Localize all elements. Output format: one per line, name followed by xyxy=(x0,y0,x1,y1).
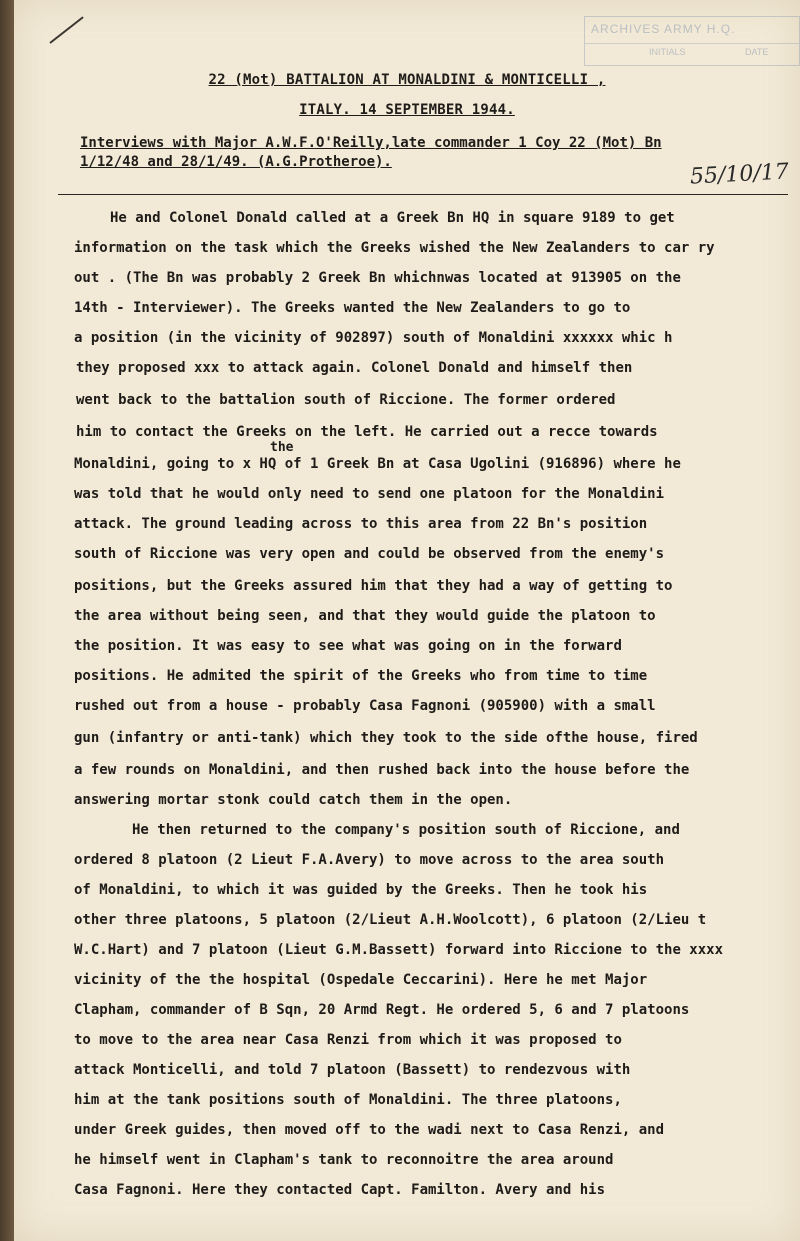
body-line: out . (The Bn was probably 2 Greek Bn whichnwas located at 913905 on the xyxy=(74,270,681,286)
body-line: of Monaldini, to which it was guided by the Greeks. Then he took his xyxy=(74,882,648,898)
body-line: the area without being seen, and that they would guide the platoon to xyxy=(74,608,656,624)
body-line: Monaldini, going to x HQ of 1 Greek Bn at Casa Ugolini (916896) where he xyxy=(74,456,681,472)
body-line: attack Monticelli, and told 7 platoon (Bassett) to rendezvous with xyxy=(74,1062,631,1078)
stamp-divider xyxy=(585,43,799,44)
stamp-initials-label: INITIALS xyxy=(649,47,686,57)
body-line: gun (infantry or anti-tank) which they took to the side ofthe house, fired xyxy=(74,730,698,746)
body-line: to move to the area near Casa Renzi from which it was proposed to xyxy=(74,1032,622,1048)
body-line: they proposed xxx to attack again. Colonel Donald and himself then xyxy=(76,360,633,376)
body-line: Casa Fagnoni. Here they contacted Capt. Familton. Avery and his xyxy=(74,1182,606,1198)
body-line: positions, but the Greeks assured him that they had a way of getting to xyxy=(74,578,673,594)
interview-heading-line-2: 1/12/48 and 28/1/49. (A.G.Protheroe). xyxy=(80,154,392,170)
body-line: W.C.Hart) and 7 platoon (Lieut G.M.Bassett) forward into Riccione to the xxxx xyxy=(74,942,724,958)
title-line-1: 22 (Mot) BATTALION AT MONALDINI & MONTICELLI , xyxy=(208,72,606,88)
body-line: a few rounds on Monaldini, and then rushed back into the house before the xyxy=(74,762,690,778)
heading-rule xyxy=(58,194,788,195)
stamp-date-label: DATE xyxy=(745,47,769,57)
body-line: He and Colonel Donald called at a Greek Bn HQ in square 9189 to get xyxy=(110,210,675,226)
document-page xyxy=(14,0,800,1241)
title-line-2: ITALY. 14 SEPTEMBER 1944. xyxy=(299,102,515,118)
body-line: went back to the battalion south of Riccione. The former ordered xyxy=(76,392,616,408)
body-line: vicinity of the the hospital (Ospedale Ceccarini). Here he met Major xyxy=(74,972,648,988)
body-line: he himself went in Clapham's tank to reconnoitre the area around xyxy=(74,1152,614,1168)
body-line: south of Riccione was very open and could be observed from the enemy's xyxy=(74,546,665,562)
document-subtitle-date xyxy=(14,102,800,118)
body-line: Clapham, commander of B Sqn, 20 Armd Regt. He ordered 5, 6 and 7 platoons xyxy=(74,1002,690,1018)
interview-heading-line-1: Interviews with Major A.W.F.O'Reilly,late commander 1 Coy 22 (Mot) Bn xyxy=(80,135,662,151)
body-line: a position (in the vicinity of 902897) south of Monaldini xxxxxx whic h xyxy=(74,330,673,346)
archive-stamp xyxy=(584,16,800,66)
body-line: other three platoons, 5 platoon (2/Lieut A.H.Woolcott), 6 platoon (2/Lieu t xyxy=(74,912,707,928)
pencil-mark xyxy=(49,16,83,43)
body-line: attack. The ground leading across to this area from 22 Bn's position xyxy=(74,516,648,532)
stamp-title: ARCHIVES ARMY H.Q. xyxy=(591,22,736,36)
body-line: was told that he would only need to send one platoon for the Monaldini xyxy=(74,486,665,502)
body-line: 14th - Interviewer). The Greeks wanted the New Zealanders to go to xyxy=(74,300,631,316)
body-line: answering mortar stonk could catch them in the open. xyxy=(74,792,513,808)
body-line: He then returned to the company's position south of Riccione, and xyxy=(132,822,680,838)
body-line: him to contact the Greeks on the left. He carried out a recce towards xyxy=(76,424,658,440)
interview-heading xyxy=(80,134,750,172)
body-line: ordered 8 platoon (2 Lieut F.A.Avery) to move across to the area south xyxy=(74,852,665,868)
handwritten-insert: the xyxy=(270,440,294,455)
body-line: information on the task which the Greeks wished the New Zealanders to car ry xyxy=(74,240,715,256)
document-title xyxy=(14,72,800,88)
handwritten-reference: 55/10/17 xyxy=(689,159,790,190)
body-line: under Greek guides, then moved off to the wadi next to Casa Renzi, and xyxy=(74,1122,665,1138)
page-left-edge xyxy=(0,0,14,1241)
body-line: rushed out from a house - probably Casa Fagnoni (905900) with a small xyxy=(74,698,656,714)
body-line: him at the tank positions south of Monaldini. The three platoons, xyxy=(74,1092,622,1108)
body-line: the position. It was easy to see what was going on in the forward xyxy=(74,638,622,654)
body-line: positions. He admited the spirit of the Greeks who from time to time xyxy=(74,668,648,684)
